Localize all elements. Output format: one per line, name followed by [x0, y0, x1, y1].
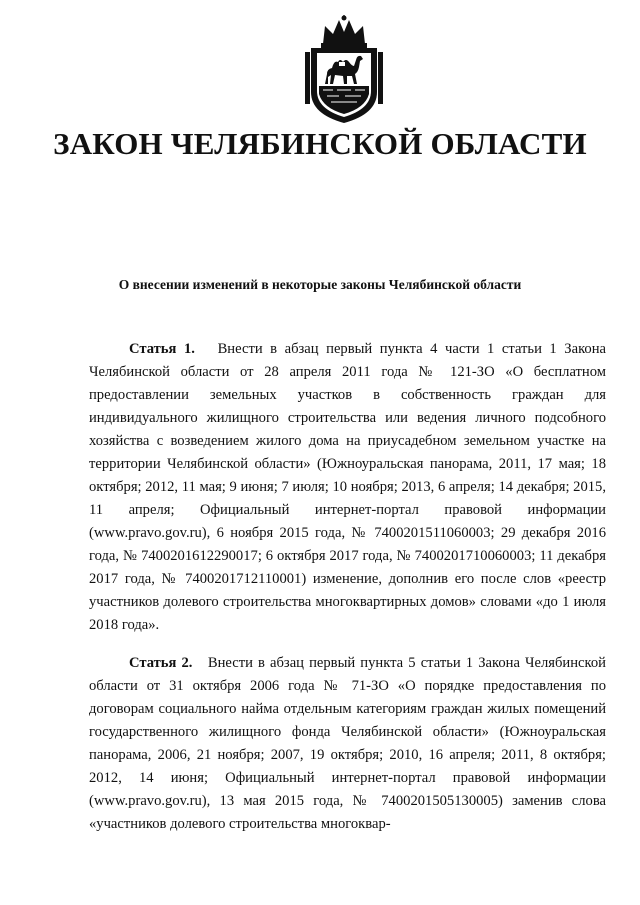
coat-of-arms-emblem: [303, 14, 385, 126]
article-2: [89, 652, 606, 836]
article-text: Внести в абзац первый пункта 5 статьи 1 Закона Челябинской области от 31 октября 2006 года № 71-ЗО «О порядке предоставления по договорам социального найма отдельным категориям граждан жилых помещений государственного жилищного фонда Челябинской области» (Южноуральская панорама, 2006, 21 ноября; 2007, 19 октября; 2010, 16 апреля; 2011, 8 октября; 2012, 14 июня; Официальный интернет-портал правовой информации (www.pravo.gov.ru), 13 мая 2015 года, № 7400201505130005) заменив слова «участников долевого строительства многоквар-: [89, 655, 606, 832]
chelyabinsk-oblast-coat-of-arms-icon: [303, 14, 385, 126]
article-paragraph: [89, 652, 606, 836]
article-1: [89, 338, 606, 637]
document-title: ЗАКОН ЧЕЛЯБИНСКОЙ ОБЛАСТИ: [53, 126, 587, 161]
article-text: Внести в абзац первый пункта 4 части 1 статьи 1 Закона Челябинской области от 28 апреля 2011 года № 121-ЗО «О бесплатном предоставлении земельных участков в собственность граждан для индивидуального жилищного строительства или ведения личного подсобного хозяйства с возведением жилого дома на приусадебном земельном участке на территории Челябинской области» (Южноуральская панорама, 2011, 17 мая; 18 октября; 2012, 11 мая; 9 июня; 7 июля; 10 ноября; 2013, 6 апреля; 14 декабря; 2015, 11 апреля; Официальный интернет-портал правовой информации (www.pravo.gov.ru), 6 ноября 2015 года, № 7400201511060003; 29 декабря 2016 года, № 7400201612290017; 6 октября 2017 года, № 7400201710060003; 11 декабря 2017 года, № 7400201712110001) изменение, дополнив его после слов «реестр участников долевого строительства многоквартирных домов» словами «до 1 июля 2018 года».: [89, 341, 607, 633]
article-label: Статья 1.: [129, 341, 195, 357]
article-label: Статья 2.: [129, 655, 193, 671]
article-paragraph: [89, 338, 606, 637]
document-subtitle: О внесении изменений в некоторые законы Челябинской области: [118, 277, 522, 292]
